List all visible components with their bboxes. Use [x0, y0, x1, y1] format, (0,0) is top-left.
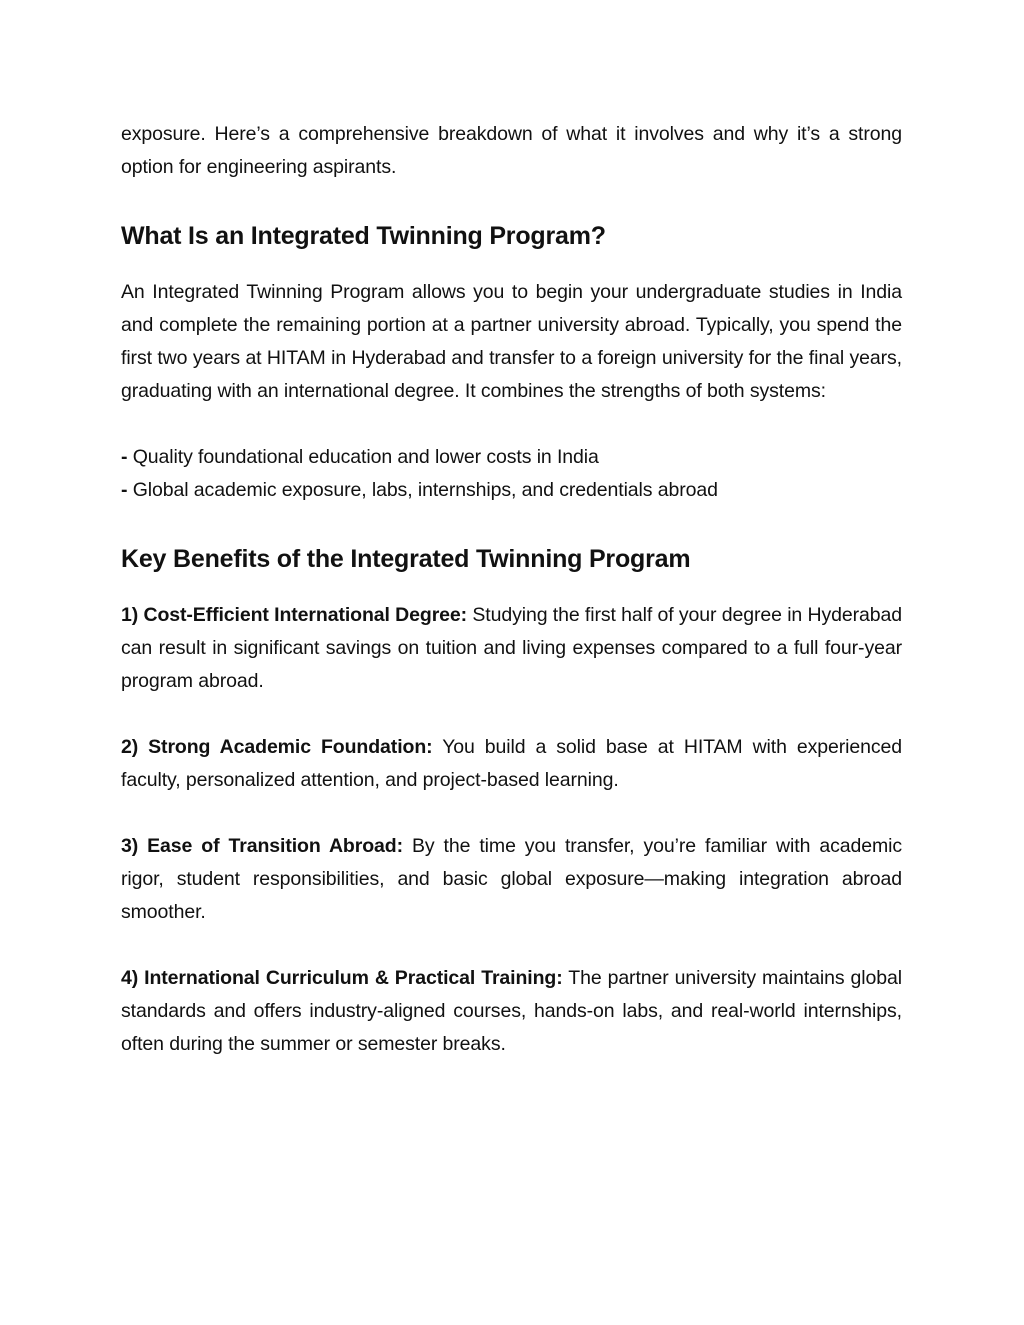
- strengths-list: [121, 441, 902, 507]
- benefit-text: The partner university maintains global standards and offers industry-aligned courses, hands-on labs, and real-world internships, often during the summer or semester breaks.: [121, 967, 902, 1055]
- definition-paragraph: An Integrated Twinning Program allows you to begin your undergraduate studies in India and complete the remaining portion at a partner university abroad. Typically, you spend the first two years at HITAM in Hyderabad and transfer to a foreign university for the final years, graduating with an international degree. It combines the strengths of both systems:: [121, 281, 902, 402]
- document-page: [121, 118, 902, 1094]
- benefit-paragraph: [121, 962, 902, 1061]
- benefit-text: Studying the first half of your degree in Hyderabad can result in significant savings on tuition and living expenses compared to a full four-year program abroad.: [121, 604, 902, 692]
- benefit-paragraph: [121, 731, 902, 797]
- benefit-paragraph: [121, 599, 902, 698]
- benefit-title: 1) Cost-Efficient International Degree:: [121, 604, 468, 626]
- bullet-dash: -: [121, 479, 128, 501]
- section-heading-what-is: What Is an Integrated Twinning Program?: [121, 222, 606, 250]
- list-item-text: Global academic exposure, labs, internships, and credentials abroad: [127, 479, 718, 501]
- list-item: [121, 474, 902, 507]
- benefit-text: By the time you transfer, you’re familiar with academic rigor, student responsibilities, and basic global exposure—making integration abroad smoother.: [121, 835, 902, 923]
- list-item: [121, 441, 902, 474]
- benefit-text: You build a solid base at HITAM with experienced faculty, personalized attention, and project-based learning.: [121, 736, 902, 791]
- benefit-title: 4) International Curriculum & Practical Training:: [121, 967, 563, 989]
- list-item-text: Quality foundational education and lower costs in India: [127, 446, 599, 468]
- section-heading-key-benefits: Key Benefits of the Integrated Twinning Program: [121, 545, 691, 573]
- benefit-title: 3) Ease of Transition Abroad:: [121, 835, 403, 857]
- benefit-paragraph: [121, 830, 902, 929]
- intro-paragraph: exposure. Here’s a comprehensive breakdown of what it involves and why it’s a strong option for engineering aspirants.: [121, 123, 902, 178]
- bullet-dash: -: [121, 446, 128, 468]
- benefit-title: 2) Strong Academic Foundation:: [121, 736, 433, 758]
